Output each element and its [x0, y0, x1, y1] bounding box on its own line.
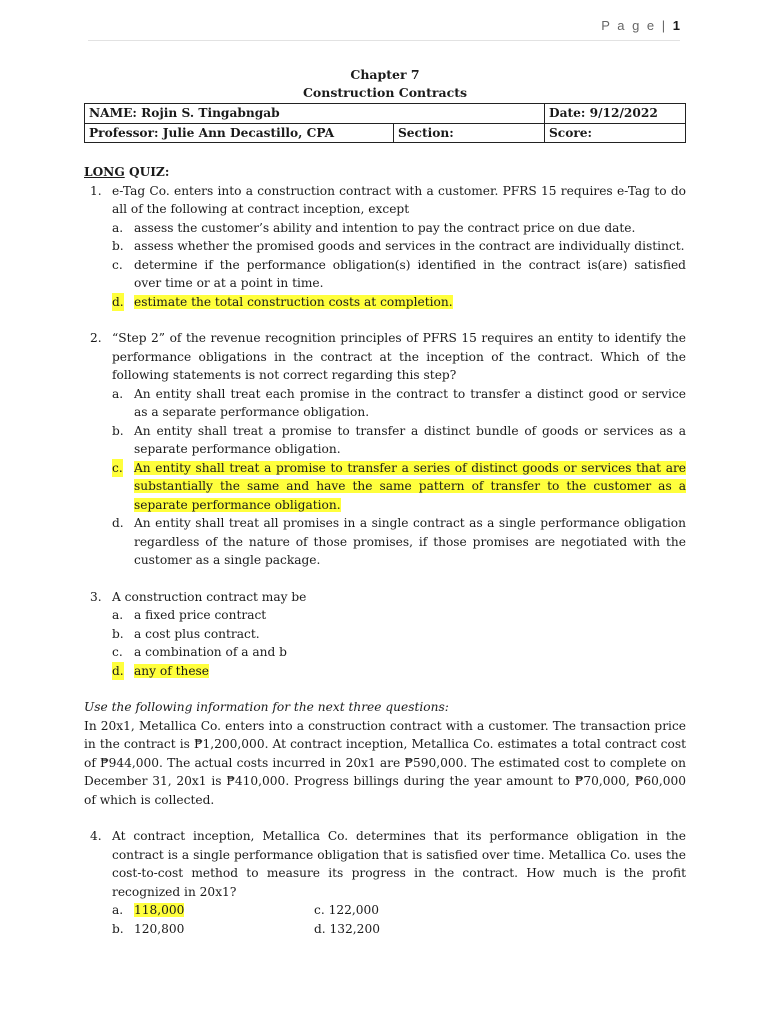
question-3	[84, 588, 686, 607]
option-4a-highlighted: 118,000	[134, 903, 185, 917]
option-letter: a.	[112, 220, 124, 235]
option-3b	[84, 625, 686, 644]
quiz-heading-long: LONG	[84, 165, 125, 179]
chapter-subtitle: Construction Contracts	[302, 85, 468, 100]
quiz-heading	[84, 163, 686, 182]
option-text: determine if the performance obligation(s) identified in the contract is(are) satisfied over time or at a point in time.	[134, 257, 686, 290]
page-label: P a g e |	[601, 18, 668, 33]
option-text: a fixed price contract	[134, 608, 267, 622]
option-text: An entity shall treat a promise to transfer a distinct bundle of goods or services as a separate performance obligation.	[134, 423, 686, 456]
option-text: a cost plus contract.	[134, 626, 260, 641]
option-letter: c.	[112, 257, 123, 272]
option-text: estimate the total construction costs at completion.	[134, 294, 453, 309]
section-cell: Section:	[394, 123, 545, 143]
option-2d	[84, 514, 686, 570]
question-2	[84, 329, 686, 385]
question-text: At contract inception, Metallica Co. determines that its performance obligation in the contract is a single performance obligation that is satisfied over time. Metallica Co. uses the cost-to-cost method to measure its progress in the contract. How much is the profit recognized in 20x1?	[112, 829, 686, 899]
name-cell: NAME: Rojin S. Tingabngab	[85, 104, 545, 124]
option-letter: d.	[112, 516, 124, 530]
option-text: An entity shall treat a promise to transfer a series of distinct goods or services that are substantially the same and have the same pattern of transfer to the customer as a separate performance obligation.	[134, 460, 686, 512]
option-1b	[84, 237, 686, 256]
question-1	[84, 182, 686, 219]
option-text: assess the customer’s ability and intention to pay the contract price on due date.	[134, 220, 636, 235]
question-number: 3.	[90, 589, 102, 604]
quiz-heading-quiz: QUIZ:	[124, 165, 170, 179]
option-4d: d. 132,200	[314, 921, 380, 936]
option-2a	[84, 385, 686, 422]
option-letter: a.	[112, 608, 124, 622]
option-text: assess whether the promised goods and services in the contract are individually distinct.	[134, 239, 685, 253]
option-1d-highlighted	[84, 293, 686, 312]
info-paragraph: In 20x1, Metallica Co. enters into a construction contract with a customer. The transaction price in the contract is ₱1,200,000. At contract inception, Metallica Co. estimates a total contract cost of ₱944,000. The actual costs incurred in 20x1 are ₱590,000. The estimated cost to complete on December 31, 20x1 is ₱410,000. Progress billings during the year amount to ₱70,000, ₱60,000 of which is collected.	[84, 718, 686, 807]
option-letter: d.	[112, 662, 124, 681]
page-number	[601, 18, 680, 33]
option-2b	[84, 422, 686, 459]
score-cell: Score:	[545, 123, 686, 143]
question-number: 2.	[90, 331, 102, 345]
option-text: a combination of a and b	[134, 645, 287, 659]
option-1a	[84, 219, 686, 238]
option-4c: c. 122,000	[314, 903, 379, 917]
option-letter: b.	[112, 626, 124, 641]
option-letter: d.	[112, 293, 124, 312]
option-letter: c.	[112, 645, 123, 659]
question-text: e-Tag Co. enters into a construction contract with a customer. PFRS 15 requires e-Tag to do all of the following at contract inception, except	[112, 183, 686, 216]
question-text: A construction contract may be	[112, 589, 307, 604]
date-cell: Date: 9/12/2022	[545, 104, 686, 124]
document-body	[84, 66, 686, 938]
question-text: “Step 2” of the revenue recognition principles of PFRS 15 requires an entity to identify the performance obligations in the contract at the inception of the contract. Which of the following statements is not correct regarding this step?	[112, 331, 686, 382]
option-4b: 120,800	[134, 921, 185, 936]
option-letter: b.	[112, 239, 124, 253]
option-2c-highlighted	[84, 459, 686, 515]
option-letter: a.	[112, 386, 124, 401]
option-3c	[84, 643, 686, 662]
option-text: An entity shall treat all promises in a single contract as a single performance obligation regardless of the nature of those promises, if those promises are negotiated with the customer as a single package.	[134, 516, 686, 567]
page-number-value: 1	[672, 18, 680, 33]
chapter-title: Chapter 7	[350, 67, 420, 82]
option-row-bd	[84, 920, 686, 939]
option-3d-highlighted	[84, 662, 686, 681]
option-1c	[84, 256, 686, 293]
option-letter: b.	[112, 423, 124, 438]
question-4	[84, 827, 686, 901]
option-letter: b.	[112, 921, 124, 936]
option-text: An entity shall treat each promise in the contract to transfer a distinct good or service as a separate performance obligation.	[134, 386, 686, 419]
header-rule	[88, 40, 680, 41]
option-text: any of these	[134, 663, 210, 678]
option-row-ac	[84, 901, 686, 920]
option-letter: c.	[112, 459, 123, 478]
student-info-table	[84, 103, 686, 143]
option-letter: a.	[112, 903, 124, 917]
question-number: 1.	[90, 183, 102, 198]
question-number: 4.	[90, 829, 102, 843]
info-intro: Use the following information for the next three questions:	[84, 700, 449, 714]
option-3a	[84, 606, 686, 625]
professor-cell: Professor: Julie Ann Decastillo, CPA	[85, 123, 394, 143]
